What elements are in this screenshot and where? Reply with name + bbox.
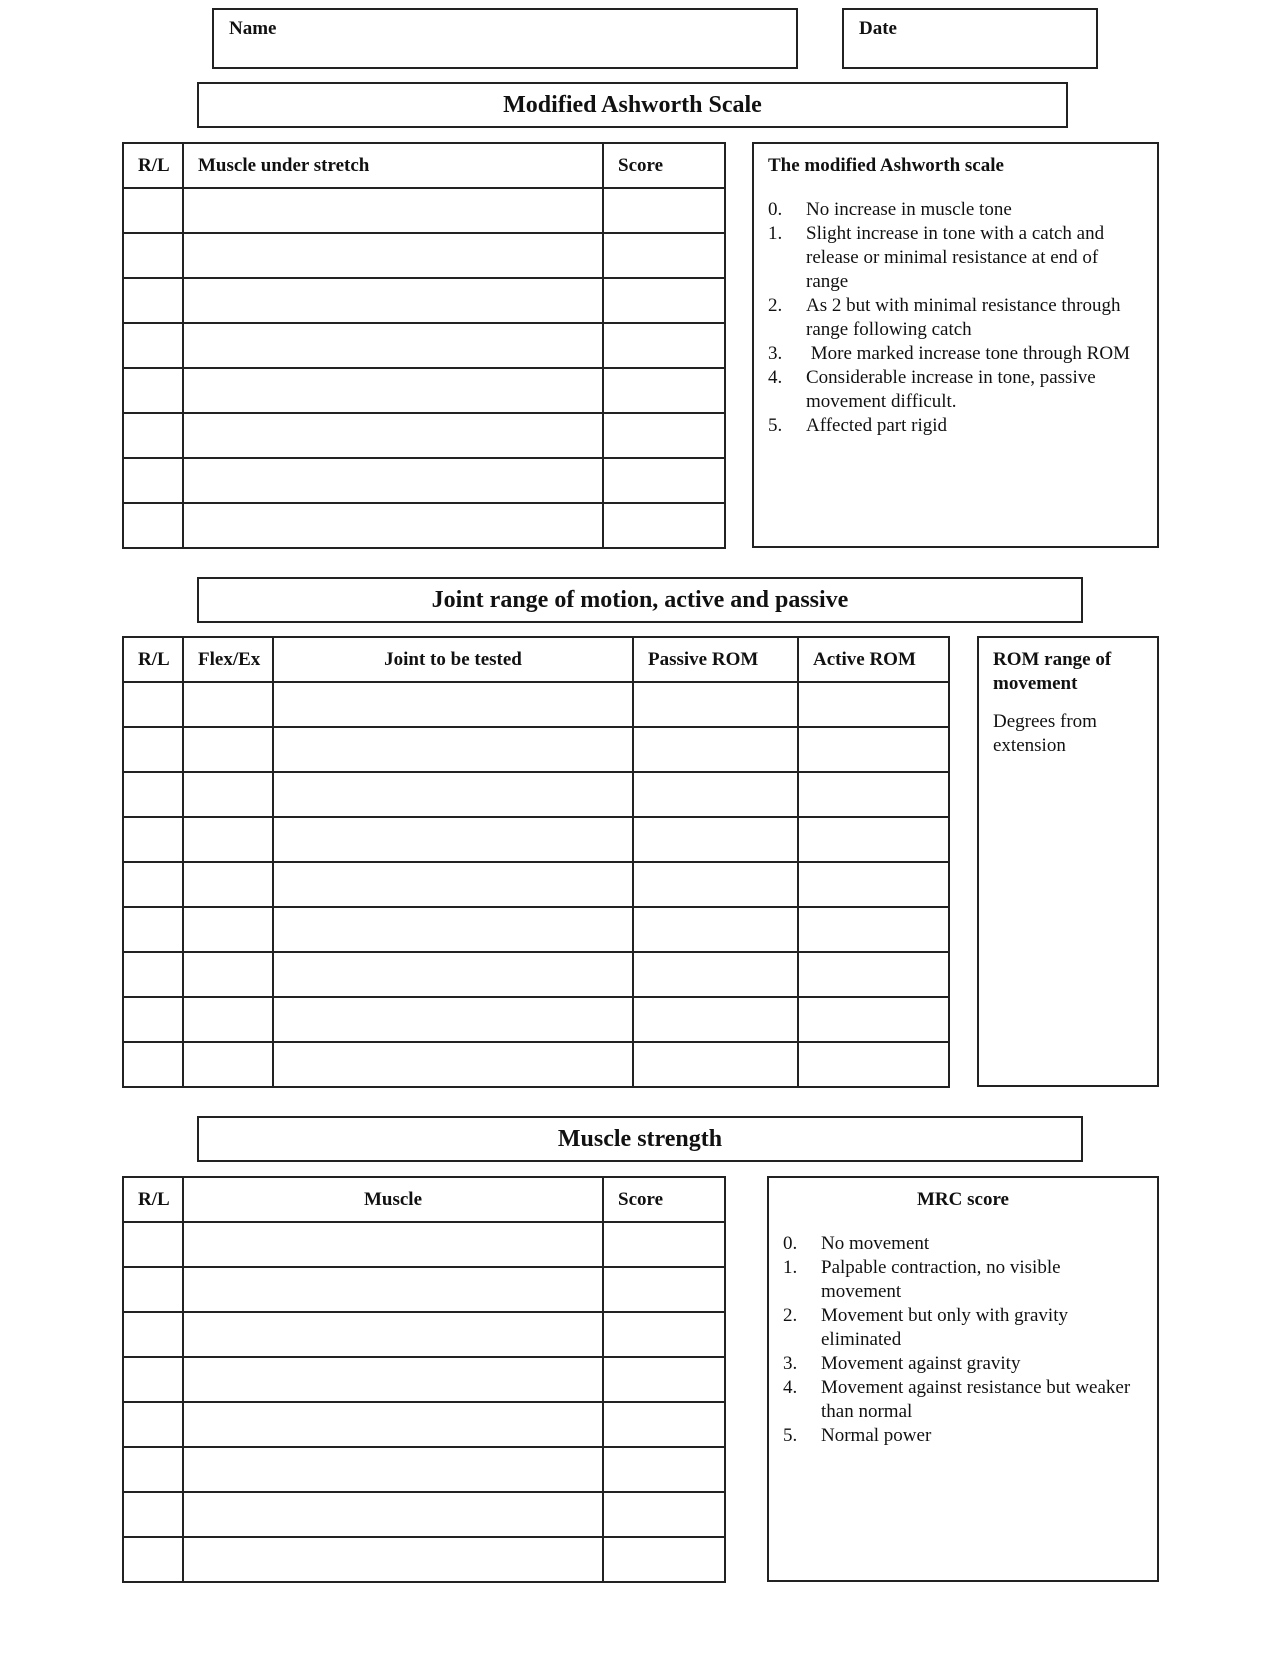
entry-cell[interactable] [603, 1312, 725, 1357]
ashworth-header-row [123, 143, 725, 188]
entry-cell[interactable] [273, 682, 633, 727]
table-row [123, 772, 949, 817]
rom-title: Joint range of motion, active and passive [197, 577, 1083, 623]
entry-cell[interactable] [183, 413, 603, 458]
list-item: 5. Normal power [783, 1425, 932, 1446]
entry-cell[interactable] [183, 278, 603, 323]
mrc-key-heading: MRC score [917, 1189, 1009, 1210]
entry-cell[interactable] [123, 1042, 183, 1087]
col-joint: Joint to be tested [273, 637, 633, 682]
rom-table [122, 636, 950, 1088]
entry-cell[interactable] [798, 682, 949, 727]
list-item: 0. No increase in muscle tone [768, 199, 1012, 220]
ashworth-title: Modified Ashworth Scale [197, 82, 1068, 128]
col-flex-ex: Flex/Ex [183, 637, 273, 682]
entry-cell[interactable] [183, 727, 273, 772]
table-row [123, 1357, 725, 1402]
entry-cell[interactable] [273, 727, 633, 772]
entry-cell[interactable] [603, 188, 725, 233]
list-item: 3. More marked increase tone through ROM [768, 343, 1130, 364]
table-row [123, 458, 725, 503]
entry-cell[interactable] [123, 682, 183, 727]
list-item: 0. No movement [783, 1233, 930, 1254]
entry-cell[interactable] [603, 1447, 725, 1492]
entry-cell[interactable] [183, 188, 603, 233]
col-muscle: Muscle [183, 1177, 603, 1222]
ashworth-table [122, 142, 726, 549]
entry-cell[interactable] [183, 1042, 273, 1087]
col-rl: R/L [123, 143, 183, 188]
entry-cell[interactable] [603, 1537, 725, 1582]
name-field[interactable] [212, 8, 798, 69]
col-passive-rom: Passive ROM [633, 637, 798, 682]
name-label: Name [229, 18, 277, 39]
entry-cell[interactable] [183, 1357, 603, 1402]
entry-cell[interactable] [603, 503, 725, 548]
entry-cell[interactable] [603, 1492, 725, 1537]
entry-cell[interactable] [123, 188, 183, 233]
entry-cell[interactable] [273, 817, 633, 862]
entry-cell[interactable] [183, 1402, 603, 1447]
entry-cell[interactable] [603, 1357, 725, 1402]
entry-cell[interactable] [123, 997, 183, 1042]
entry-cell[interactable] [183, 682, 273, 727]
entry-cell[interactable] [273, 1042, 633, 1087]
entry-cell[interactable] [798, 1042, 949, 1087]
entry-cell[interactable] [123, 907, 183, 952]
entry-cell[interactable] [123, 458, 183, 503]
entry-cell[interactable] [183, 1312, 603, 1357]
list-item: 2. Movement but only with gravity eliminated [783, 1305, 1068, 1350]
entry-cell[interactable] [273, 997, 633, 1042]
entry-cell[interactable] [123, 727, 183, 772]
entry-cell[interactable] [603, 323, 725, 368]
strength-title: Muscle strength [197, 1116, 1083, 1162]
ashworth-key [752, 142, 1159, 548]
entry-cell[interactable] [633, 727, 798, 772]
table-row [123, 907, 949, 952]
table-row [123, 1312, 725, 1357]
table-row [123, 997, 949, 1042]
entry-cell[interactable] [633, 907, 798, 952]
table-row [123, 323, 725, 368]
entry-cell[interactable] [183, 862, 273, 907]
list-item: 1. Slight increase in tone with a catch and release or minimal resistance at end of range [768, 223, 1105, 292]
list-item: 4. Considerable increase in tone, passive movement difficult. [768, 367, 1096, 412]
entry-cell[interactable] [273, 772, 633, 817]
entry-cell[interactable] [183, 1447, 603, 1492]
entry-cell[interactable] [603, 278, 725, 323]
entry-cell[interactable] [183, 233, 603, 278]
entry-cell[interactable] [183, 817, 273, 862]
table-row [123, 188, 725, 233]
entry-cell[interactable] [123, 772, 183, 817]
entry-cell[interactable] [123, 368, 183, 413]
entry-cell[interactable] [633, 682, 798, 727]
table-row [123, 1402, 725, 1447]
entry-cell[interactable] [603, 1222, 725, 1267]
entry-cell[interactable] [603, 1267, 725, 1312]
entry-cell[interactable] [603, 458, 725, 503]
entry-cell[interactable] [273, 952, 633, 997]
table-row [123, 413, 725, 458]
table-row [123, 1492, 725, 1537]
entry-cell[interactable] [633, 952, 798, 997]
col-muscle-under-stretch: Muscle under stretch [183, 143, 603, 188]
entry-cell[interactable] [123, 413, 183, 458]
table-row [123, 817, 949, 862]
list-item: 3. Movement against gravity [783, 1353, 1021, 1374]
table-row [123, 503, 725, 548]
entry-cell[interactable] [798, 772, 949, 817]
table-row [123, 1447, 725, 1492]
date-label: Date [859, 18, 897, 39]
entry-cell[interactable] [123, 1402, 183, 1447]
entry-cell[interactable] [183, 1222, 603, 1267]
col-active-rom: Active ROM [798, 637, 949, 682]
entry-cell[interactable] [123, 323, 183, 368]
date-field[interactable] [842, 8, 1098, 69]
entry-cell[interactable] [273, 862, 633, 907]
entry-cell[interactable] [183, 323, 603, 368]
rom-key-heading: ROM range of movement [993, 649, 1112, 694]
entry-cell[interactable] [633, 1042, 798, 1087]
entry-cell[interactable] [798, 862, 949, 907]
entry-cell[interactable] [633, 817, 798, 862]
entry-cell[interactable] [633, 997, 798, 1042]
entry-cell[interactable] [123, 862, 183, 907]
table-row [123, 952, 949, 997]
entry-cell[interactable] [183, 1267, 603, 1312]
entry-cell[interactable] [123, 1447, 183, 1492]
entry-cell[interactable] [633, 772, 798, 817]
entry-cell[interactable] [123, 817, 183, 862]
entry-cell[interactable] [183, 1537, 603, 1582]
entry-cell[interactable] [123, 278, 183, 323]
table-row [123, 1042, 949, 1087]
table-row [123, 1267, 725, 1312]
strength-table [122, 1176, 726, 1583]
table-row [123, 727, 949, 772]
entry-cell[interactable] [798, 952, 949, 997]
entry-cell[interactable] [123, 1357, 183, 1402]
entry-cell[interactable] [633, 862, 798, 907]
entry-cell[interactable] [123, 1312, 183, 1357]
entry-cell[interactable] [123, 233, 183, 278]
col-score: Score [603, 1177, 725, 1222]
entry-cell[interactable] [603, 233, 725, 278]
mrc-key [767, 1176, 1159, 1582]
ashworth-key-list [768, 198, 1143, 438]
entry-cell[interactable] [798, 997, 949, 1042]
entry-cell[interactable] [183, 368, 603, 413]
table-row [123, 682, 949, 727]
entry-cell[interactable] [603, 1402, 725, 1447]
entry-cell[interactable] [123, 952, 183, 997]
mrc-key-list [783, 1232, 1143, 1448]
entry-cell[interactable] [798, 817, 949, 862]
entry-cell[interactable] [123, 1222, 183, 1267]
entry-cell[interactable] [183, 503, 603, 548]
entry-cell[interactable] [183, 952, 273, 997]
entry-cell[interactable] [123, 1537, 183, 1582]
table-row [123, 278, 725, 323]
col-rl: R/L [123, 637, 183, 682]
list-item: 5. Affected part rigid [768, 415, 948, 436]
rom-key-text: Degrees from extension [993, 711, 1097, 756]
list-item: 2. As 2 but with minimal resistance through range following catch [768, 295, 1121, 340]
entry-cell[interactable] [183, 772, 273, 817]
table-row [123, 1222, 725, 1267]
rom-key [977, 636, 1159, 1087]
list-item: 4. Movement against resistance but weaker than normal [783, 1377, 1131, 1422]
col-score: Score [603, 143, 725, 188]
entry-cell[interactable] [273, 907, 633, 952]
entry-cell[interactable] [603, 368, 725, 413]
col-rl: R/L [123, 1177, 183, 1222]
entry-cell[interactable] [123, 1492, 183, 1537]
strength-header-row [123, 1177, 725, 1222]
entry-cell[interactable] [183, 997, 273, 1042]
entry-cell[interactable] [603, 413, 725, 458]
ashworth-key-heading: The modified Ashworth scale [768, 155, 1004, 176]
entry-cell[interactable] [798, 907, 949, 952]
table-row [123, 862, 949, 907]
table-row [123, 233, 725, 278]
rom-header-row [123, 637, 949, 682]
entry-cell[interactable] [183, 907, 273, 952]
table-row [123, 1537, 725, 1582]
entry-cell[interactable] [123, 1267, 183, 1312]
entry-cell[interactable] [798, 727, 949, 772]
table-row [123, 368, 725, 413]
entry-cell[interactable] [123, 503, 183, 548]
entry-cell[interactable] [183, 1492, 603, 1537]
list-item: 1. Palpable contraction, no visible movement [783, 1257, 1061, 1302]
entry-cell[interactable] [183, 458, 603, 503]
